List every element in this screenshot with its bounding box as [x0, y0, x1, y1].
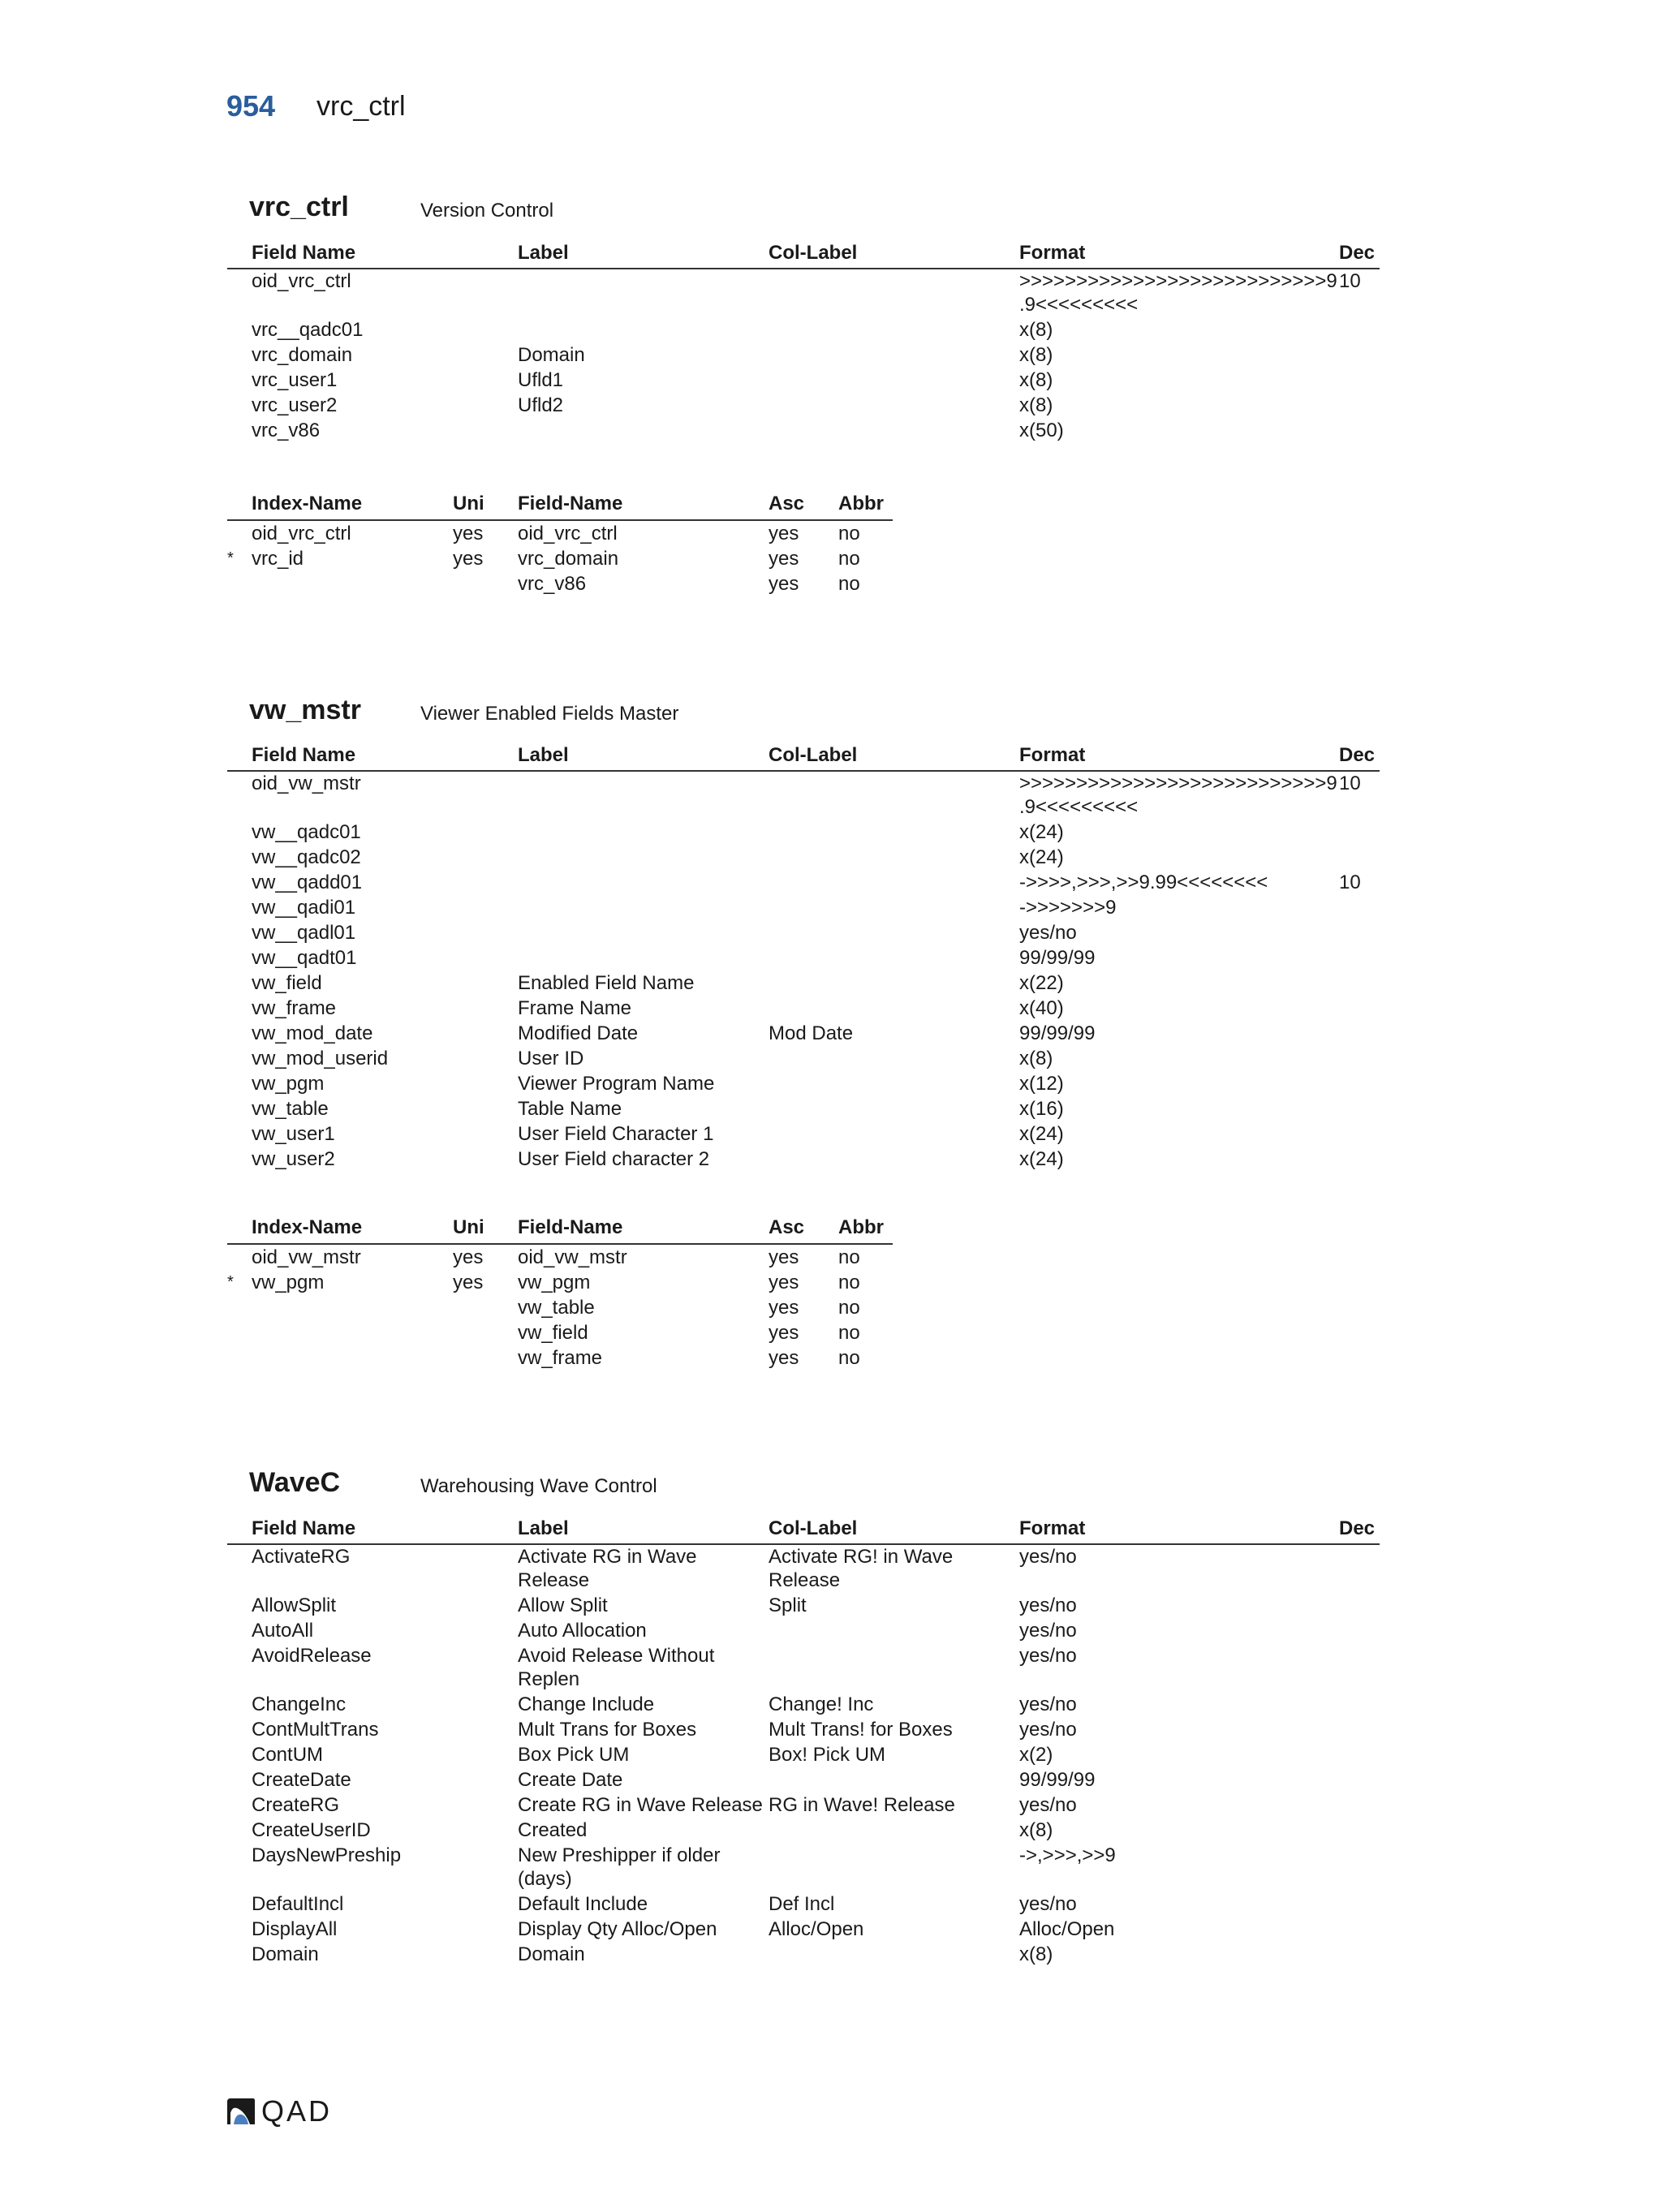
dec-cell: 10 [1339, 772, 1361, 794]
index-header-uni: Uni [453, 1216, 484, 1238]
label-cell: Table Name [518, 1098, 622, 1120]
field-name-cell: vw_frame [252, 997, 337, 1019]
format-cell [1019, 896, 1116, 919]
label-cell: Display Qty Alloc/Open [518, 1918, 717, 1940]
column-header-name: Field Name [252, 744, 356, 766]
ascending-cell: yes [769, 1272, 799, 1293]
index-table [227, 1214, 893, 1371]
field-table-header [227, 239, 1380, 269]
col-label-cell-line: Release [769, 1569, 841, 1591]
abbr-cell: no [838, 1297, 860, 1319]
column-header-name: Field Name [252, 1517, 356, 1539]
unique-cell: yes [453, 1272, 484, 1293]
column-header-col-label: Col-Label [769, 744, 858, 766]
table-title: vw_mstr [249, 695, 361, 725]
format-cell-line: ->>>>,>>>,>>9.99<<<<<<<< [1019, 871, 1268, 893]
table-row [227, 1718, 1380, 1743]
column-header-dec: Dec [1339, 1517, 1376, 1539]
table-row [227, 820, 1380, 846]
table-row [227, 1743, 1380, 1768]
label-cell: Allow Split [518, 1594, 608, 1616]
format-cell-line: x(8) [1019, 319, 1053, 341]
index-row [227, 1345, 893, 1371]
index-row [227, 521, 893, 546]
label-cell: Domain [518, 344, 585, 366]
format-cell [1019, 1818, 1053, 1842]
field-name-cell: vw__qadc02 [252, 846, 361, 868]
field-name-cell: vw__qadc01 [252, 821, 361, 843]
format-cell-line: yes/no [1019, 1645, 1077, 1667]
index-header-field: Field-Name [518, 493, 623, 514]
index-header-asc: Asc [769, 1216, 805, 1238]
table-row [227, 343, 1380, 368]
label-cell: Created [518, 1819, 588, 1841]
abbr-cell: no [838, 548, 860, 570]
table-row [227, 269, 1380, 318]
table-title: WaveC [249, 1467, 341, 1498]
col-label-cell: Mod Date [769, 1022, 854, 1044]
field-table [227, 741, 1380, 1173]
format-cell [1019, 419, 1064, 442]
format-cell-line: x(24) [1019, 846, 1064, 868]
column-header-format: Format [1019, 744, 1086, 766]
page-running-title: vrc_ctrl [316, 91, 406, 122]
label-cell-line: Release [518, 1569, 590, 1591]
table-row [227, 1892, 1380, 1917]
field-name-cell: vw__qadt01 [252, 947, 357, 969]
qad-logo [226, 2094, 333, 2128]
column-header-format: Format [1019, 242, 1086, 264]
table-description: Viewer Enabled Fields Master [420, 703, 679, 725]
index-table-header [227, 490, 893, 521]
index-field-cell: oid_vw_mstr [518, 1246, 627, 1268]
ascending-cell: yes [769, 1322, 799, 1344]
label-cell: Create RG in Wave Release [518, 1794, 763, 1816]
format-cell [1019, 1097, 1064, 1121]
index-row [227, 1295, 893, 1320]
label-cell-line: Avoid Release Without [518, 1645, 715, 1667]
field-name-cell: vw__qadd01 [252, 871, 363, 893]
col-label-cell: Change! Inc [769, 1693, 874, 1715]
index-header-asc: Asc [769, 493, 805, 514]
format-cell [1019, 1743, 1053, 1767]
unique-cell: yes [453, 523, 484, 544]
field-name-cell: DefaultIncl [252, 1893, 344, 1915]
table-row [227, 1147, 1380, 1173]
table-description: Version Control [420, 200, 554, 222]
label-cell: Create Date [518, 1769, 623, 1791]
field-name-cell: AutoAll [252, 1620, 314, 1642]
table-row [227, 419, 1380, 444]
table-row [227, 1644, 1380, 1693]
label-cell-line: Activate RG in Wave [518, 1546, 697, 1568]
label-cell: Box Pick UM [518, 1744, 630, 1766]
index-header-name: Index-Name [252, 1216, 363, 1238]
field-table-header [227, 741, 1380, 772]
format-cell-line: 99/99/99 [1019, 947, 1096, 969]
field-name-cell: vw_pgm [252, 1073, 325, 1095]
format-cell-line: yes/no [1019, 1546, 1077, 1568]
field-name-cell: DaysNewPreship [252, 1844, 402, 1866]
table-row [227, 1844, 1380, 1892]
table-row [227, 1619, 1380, 1644]
format-cell [1019, 1619, 1077, 1642]
index-row [227, 1320, 893, 1345]
format-cell-line: yes/no [1019, 1794, 1077, 1816]
format-cell [1019, 1693, 1077, 1716]
table-row [227, 921, 1380, 946]
format-cell-line: .9<<<<<<<<< [1019, 294, 1139, 316]
format-cell-line: yes/no [1019, 1693, 1077, 1715]
unique-cell: yes [453, 548, 484, 570]
table-row [227, 946, 1380, 971]
table-row [227, 1047, 1380, 1072]
index-table-header [227, 1214, 893, 1245]
table-row [227, 1072, 1380, 1097]
format-cell [1019, 1917, 1114, 1941]
label-cell [518, 1545, 697, 1592]
label-cell: Ufld2 [518, 394, 564, 416]
field-name-cell: vrc_v86 [252, 420, 321, 441]
index-row [227, 571, 893, 596]
column-header-col-label: Col-Label [769, 1517, 858, 1539]
abbr-cell: no [838, 1246, 860, 1268]
format-cell [1019, 1122, 1064, 1146]
field-table [227, 1514, 1380, 1968]
format-cell-line: x(8) [1019, 1943, 1053, 1965]
ascending-cell: yes [769, 573, 799, 595]
field-name-cell: CreateUserID [252, 1819, 371, 1841]
index-table [227, 490, 893, 596]
label-cell: User ID [518, 1048, 584, 1069]
format-cell [1019, 996, 1064, 1020]
table-row [227, 846, 1380, 871]
col-label-cell: Split [769, 1594, 807, 1616]
format-cell [1019, 946, 1095, 970]
format-cell-line: x(8) [1019, 344, 1053, 366]
unique-cell: yes [453, 1246, 484, 1268]
ascending-cell: yes [769, 1246, 799, 1268]
table-row [227, 1097, 1380, 1122]
index-field-cell: vw_field [518, 1322, 588, 1344]
format-cell-line: .9<<<<<<<<< [1019, 796, 1139, 818]
ascending-cell: yes [769, 523, 799, 544]
label-cell: Frame Name [518, 997, 632, 1019]
label-cell: Viewer Program Name [518, 1073, 715, 1095]
primary-index-marker: * [227, 1273, 234, 1291]
format-cell [1019, 368, 1053, 392]
index-name-cell: vrc_id [252, 548, 304, 570]
format-cell-line: x(24) [1019, 1123, 1064, 1145]
abbr-cell: no [838, 1272, 860, 1293]
format-cell [1019, 1718, 1077, 1741]
field-name-cell: vrc_domain [252, 344, 353, 366]
format-cell [1019, 921, 1077, 945]
table-description: Warehousing Wave Control [420, 1475, 657, 1497]
field-name-cell: vw_user2 [252, 1148, 335, 1170]
format-cell-line: yes/no [1019, 1893, 1077, 1915]
field-name-cell: vrc_user2 [252, 394, 338, 416]
table-row [227, 1594, 1380, 1619]
format-cell [1019, 820, 1064, 844]
index-field-cell: vw_table [518, 1297, 595, 1319]
format-cell [1019, 846, 1064, 869]
index-header-abbr: Abbr [838, 493, 884, 514]
index-header-abbr: Abbr [838, 1216, 884, 1238]
field-name-cell: CreateDate [252, 1769, 351, 1791]
primary-index-marker: * [227, 549, 234, 567]
format-cell-line: yes/no [1019, 922, 1077, 944]
label-cell: Change Include [518, 1693, 655, 1715]
table-row [227, 971, 1380, 996]
col-label-cell-line: Activate RG! in Wave [769, 1546, 954, 1568]
field-name-cell: CreateRG [252, 1794, 340, 1816]
format-cell-line: x(8) [1019, 369, 1053, 391]
field-table [227, 239, 1380, 444]
table-row [227, 1818, 1380, 1844]
label-cell: User Field character 2 [518, 1148, 710, 1170]
label-cell: Default Include [518, 1893, 648, 1915]
format-cell-line: x(8) [1019, 1819, 1053, 1841]
column-header-name: Field Name [252, 242, 356, 264]
field-name-cell: AvoidRelease [252, 1645, 372, 1667]
index-header-name: Index-Name [252, 493, 363, 514]
format-cell-line: x(2) [1019, 1744, 1053, 1766]
format-cell [1019, 1594, 1077, 1617]
index-row [227, 546, 893, 571]
format-cell [1019, 1644, 1077, 1668]
index-field-cell: vrc_domain [518, 548, 619, 570]
format-cell [1019, 1844, 1116, 1867]
format-cell [1019, 1072, 1064, 1095]
label-cell: Auto Allocation [518, 1620, 647, 1642]
qad-logo-mark-icon [226, 2097, 256, 2126]
field-name-cell: DisplayAll [252, 1918, 338, 1940]
index-field-cell: oid_vrc_ctrl [518, 523, 618, 544]
format-cell [1019, 971, 1064, 995]
format-cell-line: >>>>>>>>>>>>>>>>>>>>>>>>>>>9 [1019, 270, 1337, 292]
table-row [227, 368, 1380, 394]
page-number: 954 [226, 89, 276, 123]
format-cell [1019, 1793, 1077, 1817]
index-name-cell: oid_vw_mstr [252, 1246, 361, 1268]
format-cell [1019, 343, 1053, 367]
table-row [227, 1917, 1380, 1943]
col-label-cell: Def Incl [769, 1893, 835, 1915]
label-cell: Modified Date [518, 1022, 639, 1044]
field-name-cell: vrc__qadc01 [252, 319, 364, 341]
table-row [227, 1768, 1380, 1793]
table-row [227, 1943, 1380, 1968]
field-name-cell: ActivateRG [252, 1546, 351, 1568]
format-cell [1019, 1545, 1077, 1569]
field-name-cell: vw__qadl01 [252, 922, 356, 944]
column-header-label: Label [518, 242, 569, 264]
index-row [227, 1270, 893, 1295]
col-label-cell: Box! Pick UM [769, 1744, 886, 1766]
format-cell-line: yes/no [1019, 1594, 1077, 1616]
format-cell-line: x(40) [1019, 997, 1064, 1019]
index-name-cell: vw_pgm [252, 1272, 325, 1293]
format-cell-line: yes/no [1019, 1719, 1077, 1741]
field-name-cell: oid_vw_mstr [252, 772, 361, 794]
col-label-cell: Mult Trans! for Boxes [769, 1719, 953, 1741]
field-table-header [227, 1514, 1380, 1545]
table-row [227, 1122, 1380, 1147]
format-cell-line: x(24) [1019, 1148, 1064, 1170]
table-row [227, 1545, 1380, 1594]
table-row [227, 318, 1380, 343]
abbr-cell: no [838, 573, 860, 595]
label-cell-line: (days) [518, 1868, 572, 1890]
field-name-cell: vw_user1 [252, 1123, 335, 1145]
format-cell-line: ->>>>>>>9 [1019, 897, 1117, 919]
field-name-cell: AllowSplit [252, 1594, 337, 1616]
abbr-cell: no [838, 1347, 860, 1369]
format-cell-line: 99/99/99 [1019, 1022, 1096, 1044]
format-cell [1019, 1768, 1095, 1792]
format-cell-line: Alloc/Open [1019, 1918, 1115, 1940]
format-cell [1019, 1943, 1053, 1966]
ascending-cell: yes [769, 1347, 799, 1369]
format-cell [1019, 1147, 1064, 1171]
field-name-cell: oid_vrc_ctrl [252, 270, 351, 292]
column-header-col-label: Col-Label [769, 242, 858, 264]
table-title: vrc_ctrl [249, 192, 349, 222]
abbr-cell: no [838, 1322, 860, 1344]
field-name-cell: ContMultTrans [252, 1719, 379, 1741]
format-cell-line: ->,>>>,>>9 [1019, 1844, 1116, 1866]
column-header-dec: Dec [1339, 744, 1376, 766]
column-header-dec: Dec [1339, 242, 1376, 264]
field-name-cell: Domain [252, 1943, 319, 1965]
column-header-label: Label [518, 744, 569, 766]
format-cell-line: x(8) [1019, 394, 1053, 416]
col-label-cell [769, 1545, 953, 1592]
format-cell-line: x(12) [1019, 1073, 1064, 1095]
index-header-uni: Uni [453, 493, 484, 514]
table-row [227, 896, 1380, 921]
index-field-cell: vw_pgm [518, 1272, 591, 1293]
index-name-cell: oid_vrc_ctrl [252, 523, 351, 544]
index-field-cell: vw_frame [518, 1347, 603, 1369]
column-header-format: Format [1019, 1517, 1086, 1539]
label-cell: Enabled Field Name [518, 972, 695, 994]
format-cell-line: x(8) [1019, 1048, 1053, 1069]
index-row [227, 1245, 893, 1270]
field-name-cell: vrc_user1 [252, 369, 338, 391]
dec-cell: 10 [1339, 871, 1361, 893]
label-cell [518, 1644, 714, 1691]
field-name-cell: vw_field [252, 972, 322, 994]
format-cell [1019, 772, 1337, 819]
column-header-label: Label [518, 1517, 569, 1539]
table-row [227, 1022, 1380, 1047]
label-cell-line: New Preshipper if older [518, 1844, 721, 1866]
format-cell [1019, 871, 1268, 894]
field-name-cell: vw_table [252, 1098, 329, 1120]
table-row [227, 1793, 1380, 1818]
label-cell: Domain [518, 1943, 585, 1965]
format-cell-line: 99/99/99 [1019, 1769, 1096, 1791]
logo-text: QAD [261, 2094, 333, 2128]
ascending-cell: yes [769, 548, 799, 570]
index-field-cell: vrc_v86 [518, 573, 587, 595]
ascending-cell: yes [769, 1297, 799, 1319]
format-cell [1019, 1022, 1095, 1045]
field-name-cell: vw_mod_userid [252, 1048, 389, 1069]
format-cell-line: x(24) [1019, 821, 1064, 843]
format-cell [1019, 318, 1053, 342]
format-cell [1019, 394, 1053, 417]
label-cell [518, 1844, 720, 1891]
format-cell [1019, 1892, 1077, 1916]
label-cell-line: Replen [518, 1668, 580, 1690]
format-cell-line: x(16) [1019, 1098, 1064, 1120]
label-cell: Ufld1 [518, 369, 564, 391]
label-cell: Mult Trans for Boxes [518, 1719, 697, 1741]
format-cell-line: >>>>>>>>>>>>>>>>>>>>>>>>>>>9 [1019, 772, 1337, 794]
format-cell-line: yes/no [1019, 1620, 1077, 1642]
table-row [227, 996, 1380, 1022]
col-label-cell: Alloc/Open [769, 1918, 864, 1940]
field-name-cell: vw_mod_date [252, 1022, 373, 1044]
table-row [227, 394, 1380, 419]
format-cell [1019, 1047, 1053, 1070]
label-cell: User Field Character 1 [518, 1123, 714, 1145]
table-row [227, 871, 1380, 896]
field-name-cell: ContUM [252, 1744, 324, 1766]
field-name-cell: vw__qadi01 [252, 897, 356, 919]
format-cell-line: x(22) [1019, 972, 1064, 994]
field-name-cell: ChangeInc [252, 1693, 347, 1715]
abbr-cell: no [838, 523, 860, 544]
col-label-cell: RG in Wave! Release [769, 1794, 955, 1816]
dec-cell: 10 [1339, 270, 1361, 292]
table-row [227, 772, 1380, 820]
format-cell [1019, 269, 1337, 316]
table-row [227, 1693, 1380, 1718]
index-header-field: Field-Name [518, 1216, 623, 1238]
format-cell-line: x(50) [1019, 420, 1064, 441]
